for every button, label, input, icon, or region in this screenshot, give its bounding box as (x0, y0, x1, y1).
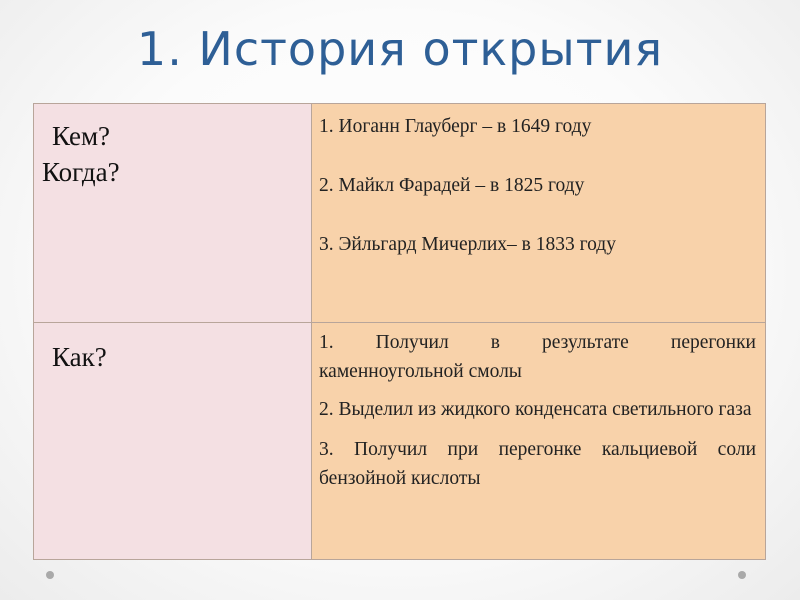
answer-cell-discoverers (312, 104, 766, 323)
answer-method-2: 2. Выделил из жидкого конденсата светильного газа (319, 399, 752, 420)
answer-method-1: 1. Получил в результате перегонки каменноугольной смолы (319, 332, 756, 382)
answer-discoverer-2: 2. Майкл Фарадей – в 1825 году (319, 175, 585, 196)
table-row-how (34, 323, 766, 560)
question-who: Кем? (52, 121, 111, 151)
answer-cell-methods (312, 323, 766, 560)
answer-discoverer-1: 1. Иоганн Глауберг – в 1649 году (319, 116, 592, 137)
answer-discoverer-3: 3. Эйльгард Мичерлих– в 1833 году (319, 234, 616, 255)
question-cell-who-when (34, 104, 312, 323)
history-table (33, 103, 766, 560)
slide-title: 1. История открытия (136, 22, 664, 76)
slide-nav-dot-right (738, 571, 746, 579)
table-row-who-when (34, 104, 766, 323)
question-cell-how (34, 323, 312, 560)
slide-nav-dot-left (46, 571, 54, 579)
question-when: Когда? (42, 157, 120, 187)
answer-method-3: 3. Получил при перегонке кальциевой соли бензойной кислоты (319, 439, 756, 489)
question-how: Как? (52, 342, 107, 372)
